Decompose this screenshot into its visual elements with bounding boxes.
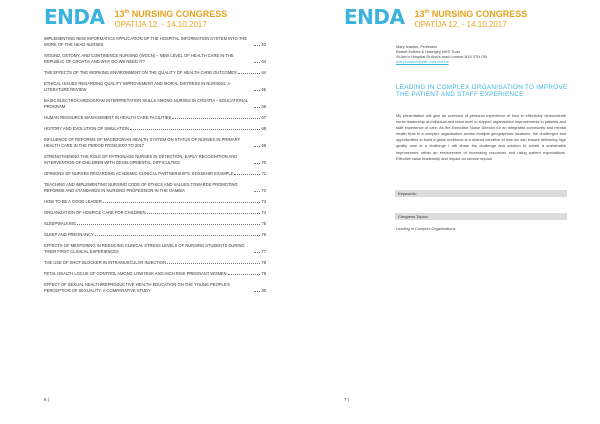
toc-entry-title: HISTORY AND EVOLUTION OF SIMULATION [44, 125, 129, 131]
enda-logo: ENDA [44, 5, 105, 29]
toc-entry-page: 64 [261, 58, 266, 64]
toc-leader-dots [254, 107, 260, 108]
toc-entry[interactable] [44, 232, 266, 238]
toc-entry-page: 75 [261, 220, 266, 226]
congress-location-right: OPATIJA 12. - 14.10.2017 [414, 20, 507, 29]
toc-entry-title: BASIC ELECTROCARDIOGRAM INTERPRETATION SKILLS AMONG NURSES IN CROATIA – EDUCATIONAL PROGRAM [44, 97, 249, 109]
congress-title [114, 8, 227, 19]
congress-info-right [414, 6, 527, 29]
toc-entry[interactable] [44, 36, 266, 48]
toc-entry-title: THE USE OF SHOT BLOCKER IN INTRAMUSCULAR INJECTION [44, 259, 167, 265]
toc-entry[interactable] [44, 53, 266, 65]
congress-suffix: th [124, 9, 130, 15]
toc-entry-title: INFLUENCE OF REFORMS OF MACEDONIAN HEALTH SYSTEM ON STATUS OF NURSES IN PRIMARY HEALTH CARE IN THE PERIOD FROM 2007 TO 2017 [44, 136, 241, 148]
toc-entry-page: 77 [261, 248, 266, 254]
toc-entry-title: STRENGTHENING THE ROLE OF PATRONAGE NURSES IN DETECTION, EARLY RECOGNITION AND INTERVENTION OF CHILDREN WITH DEVELOPMENTAL DIFFICULTIES [44, 153, 238, 165]
toc-entry-page: 72 [261, 187, 266, 193]
enda-logo-right: ENDA [344, 5, 405, 29]
toc-entry-title: ETHICAL ISSUES REGARDING QUALITY IMPROVEMENT AND MORAL DISTRESS IN NURSING: A LITERATURE REVIEW [44, 80, 230, 92]
toc-entry[interactable] [44, 260, 266, 266]
toc-leader-dots [238, 73, 261, 74]
toc-entry-page: 80 [261, 287, 266, 293]
toc-leader-dots [77, 224, 261, 225]
toc-entry[interactable] [44, 137, 266, 149]
toc-entry-title: EFFECTS OF MENTORING IN REDUCING CLINICAL STRESS LEVELS OF NURSING STUDENTS DURING THEIR FIRST CLINICAL EXPERIENCES [44, 242, 245, 254]
table-of-contents [44, 36, 266, 299]
congress-topic-value: Leading in Complex Organisations [396, 226, 456, 231]
toc-entry-page: 68 [261, 125, 266, 131]
abstract-body: My presentation will give an overview of personal experience of how to effectively demonstrate nurse leadership at individual and team level to support organisation improvements in patients and staff experience of care. As the Executive Nurse Director for an integrated community and mental health trust in a complex organisation across multiple geographical locations, the challenges and opportunities to build a great workforce is a shared narrative of how we can ensure delivering high quality care is a challenge I will share the challenge and solution to create a sustainable improvement within an environment of increasing resources and rising patient expectations. Effective value leadership and impact on service impact. [396, 113, 566, 161]
toc-leader-dots [172, 118, 260, 119]
toc-entry-page: 66 [261, 103, 266, 109]
right-page [300, 0, 600, 424]
toc-entry-page: 64 [261, 69, 266, 75]
toc-entry[interactable] [44, 98, 266, 110]
toc-entry-title: SLEEPWALKING [44, 220, 76, 226]
toc-entry-title: OPINIONS OF NURSES REGARDING ACADEMIC-CLINICAL PARTNERSHIPS: EDXSEHIR EXAMPLE [44, 170, 234, 176]
toc-entry-title: THE EFFECTS OF THE WORKING ENVIRONMENT ON THE QUALITY OF HEALTH CARE OUTCOMES [44, 69, 237, 75]
toc-entry-page: 76 [261, 231, 266, 237]
congress-number-right: 13 [414, 9, 425, 19]
toc-leader-dots [167, 263, 260, 264]
toc-entry-page: 70 [261, 159, 266, 165]
toc-entry-title: HUMAN RESOURCE MANAGEMENT IN HEALTH CARE FACILITIES [44, 114, 172, 120]
page-number-right: 7 | [344, 397, 349, 402]
toc-leader-dots [147, 213, 261, 214]
congress-suffix-right: th [424, 9, 430, 15]
toc-entry-page: 67 [261, 114, 266, 120]
brand-header-right [344, 6, 527, 29]
toc-entry-title: ORGANIZATION OF HOSPICE CARE FOR CHILDREN [44, 209, 146, 215]
toc-leader-dots [95, 235, 261, 236]
toc-entry[interactable] [44, 81, 266, 93]
toc-leader-dots [130, 129, 260, 130]
abstract-title: LEADING IN COMPLEX ORGANISATION TO IMPROVE THE PATIENT AND STAFF EXPERIENCE [396, 84, 568, 99]
author-name: Mary Ivaston, Professor [396, 44, 438, 49]
page-number-left: 6 | [44, 397, 49, 402]
toc-leader-dots [254, 291, 260, 292]
toc-entry-page: 65 [261, 86, 266, 92]
toc-leader-dots [254, 90, 260, 91]
brand-header [44, 6, 227, 29]
author-address: St Ann's Hospital St Ann's road London N15 3TH GB [396, 54, 487, 59]
toc-entry[interactable] [44, 282, 266, 294]
toc-leader-dots [254, 252, 260, 253]
toc-leader-dots [254, 45, 260, 46]
toc-leader-dots [254, 146, 260, 147]
toc-entry-title: SLEEP AND PREGNANCY [44, 231, 94, 237]
author-email-link[interactable]: mary.ivaston@beh-mht.nhs.uk [396, 59, 449, 64]
toc-leader-dots [228, 274, 261, 275]
toc-entry[interactable] [44, 210, 266, 216]
toc-entry-title: IMPLEMENTING NEW INFORMATICS APPLICATION OF THE HOSPITAL INFORMATION SYSTEM INTO THE WORK OF THE HEAD NURSES [44, 36, 248, 47]
toc-entry[interactable] [44, 271, 266, 277]
toc-entry[interactable] [44, 126, 266, 132]
toc-leader-dots [254, 62, 260, 63]
toc-entry-page: 74 [261, 209, 266, 215]
congress-title-text: NURSING CONGRESS [131, 9, 228, 19]
toc-leader-dots [103, 202, 261, 203]
congress-location: OPATIJA 12. - 14.10.2017 [114, 20, 207, 29]
toc-leader-dots [234, 174, 260, 175]
toc-entry[interactable] [44, 154, 266, 166]
toc-entry[interactable] [44, 182, 266, 194]
toc-entry[interactable] [44, 199, 266, 205]
toc-entry-page: 63 [261, 41, 266, 47]
keywords-bar: Keywords: [395, 190, 567, 197]
toc-entry[interactable] [44, 243, 266, 255]
toc-entry-title: EFFECT OF SEXUAL HEALTH/REPRODUCTIVE HEALTH EDUCATION ON THE YOUNG PEOPLE'S PERCEPTION OF SEXUALITY: A COMPARATIVE STUDY [44, 282, 231, 293]
congress-topics-bar: Congress Topics: [395, 213, 567, 220]
toc-entry-title: FETAL HEALTH LOCUS OF CONTROL AMONG LOW RISK AND HIGH RISK PREGNANT WOMEN [44, 270, 227, 276]
toc-leader-dots [254, 163, 260, 164]
toc-entry[interactable] [44, 70, 266, 76]
congress-title-right [414, 8, 527, 19]
toc-entry-page: 69 [261, 142, 266, 148]
congress-title-text-right: NURSING CONGRESS [431, 9, 528, 19]
author-affiliation: Barnet Enfield & Haringey NHS Trust [396, 49, 460, 54]
toc-entry-page: 79 [261, 270, 266, 276]
toc-entry-page: 73 [261, 198, 266, 204]
toc-entry[interactable] [44, 115, 266, 121]
author-block [396, 44, 566, 64]
congress-number: 13 [114, 9, 125, 19]
toc-entry-title: TEACHING AND IMPLEMENTING NURSING CODE OF ETHICS AND VALUES TOWARDS PROMOTING REFORMS AND STANDARDS IN NURSING PROFESSION IN THE GAMBIA [44, 181, 238, 193]
congress-info [114, 6, 227, 29]
toc-leader-dots [254, 191, 260, 192]
toc-entry[interactable] [44, 171, 266, 177]
toc-entry-title: WOUND, OSTOMY, AND CONTINENCE NURSING (WOCN) – NEW LEVEL OF HEALTH CARE IN THE REPUBLIC OF CROATIA AND WHY DO WE NEED IT? [44, 52, 234, 64]
toc-entry-page: 78 [261, 259, 266, 265]
toc-entry-page: 71 [261, 170, 266, 176]
toc-entry[interactable] [44, 221, 266, 227]
toc-entry-title: HOW TO BE A GOOD LEADER [44, 198, 102, 204]
